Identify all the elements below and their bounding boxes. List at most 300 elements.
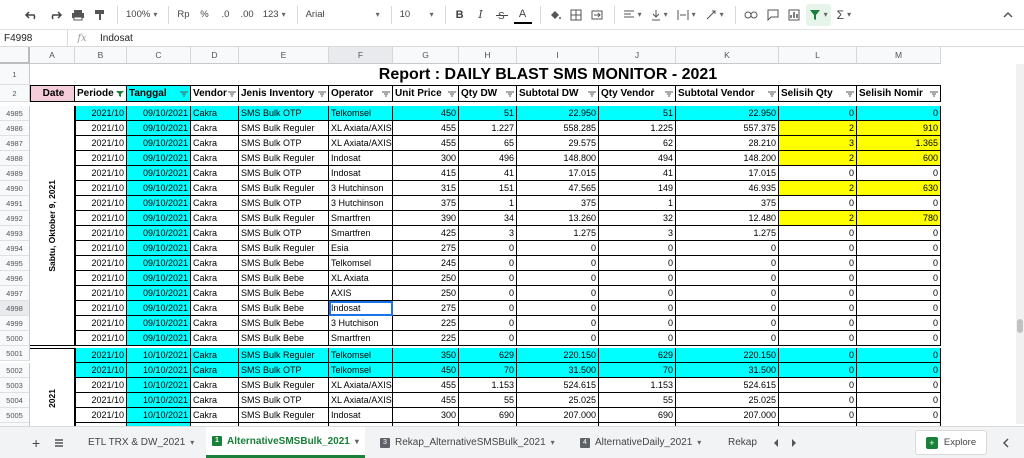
header-cell[interactable]: [676, 85, 779, 102]
table-cell-operator[interactable]: Esia: [329, 241, 393, 256]
side-panel-toggle-icon[interactable]: [998, 427, 1014, 458]
table-cell-unit-price[interactable]: 250: [393, 271, 459, 286]
table-cell-selisih-qty[interactable]: 2: [779, 121, 857, 136]
table-cell-unit-price[interactable]: 275: [393, 241, 459, 256]
table-cell-vendor[interactable]: Cakra: [191, 348, 239, 363]
table-cell-jenis[interactable]: SMS Bulk Bebe: [239, 256, 329, 271]
table-cell-qty-dw[interactable]: 0: [459, 241, 517, 256]
table-cell-tanggal[interactable]: 09/10/2021: [127, 226, 191, 241]
header-cell[interactable]: [779, 85, 857, 102]
table-cell-periode[interactable]: 2021/10: [75, 256, 127, 271]
name-box[interactable]: F4998: [0, 30, 68, 46]
table-cell-unit-price[interactable]: 450: [393, 106, 459, 121]
row-header[interactable]: 4998: [0, 301, 30, 316]
table-cell-subtotal-dw[interactable]: 13.260: [517, 211, 599, 226]
sheet-tab[interactable]: 4 AlternativeDaily_2021 ▾: [574, 427, 707, 458]
table-cell-unit-price[interactable]: 455: [393, 136, 459, 151]
column-header[interactable]: K: [676, 47, 779, 64]
table-cell-qty-vendor[interactable]: 149: [599, 181, 676, 196]
table-cell-unit-price[interactable]: 455: [393, 121, 459, 136]
table-cell-qty-vendor[interactable]: 1: [599, 196, 676, 211]
table-cell-subtotal-vendor[interactable]: 46.935: [676, 181, 779, 196]
row-header[interactable]: 4999: [0, 316, 30, 331]
table-cell-subtotal-vendor[interactable]: 17.015: [676, 166, 779, 181]
column-header[interactable]: M: [857, 47, 941, 64]
table-cell-operator[interactable]: Telkomsel: [329, 256, 393, 271]
filter-dropdown-icon[interactable]: [930, 91, 938, 97]
table-cell-jenis[interactable]: SMS Bulk Reguler: [239, 211, 329, 226]
table-cell-selisih-nominal[interactable]: 1.365: [857, 136, 941, 151]
table-cell-subtotal-vendor[interactable]: 0: [676, 316, 779, 331]
table-cell-subtotal-dw[interactable]: 31.500: [517, 363, 599, 378]
explore-button[interactable]: [915, 430, 987, 455]
table-cell-jenis[interactable]: SMS Bulk OTP: [239, 166, 329, 181]
table-cell-unit-price[interactable]: 455: [393, 393, 459, 408]
row-header[interactable]: 4986: [0, 121, 30, 136]
table-cell-jenis[interactable]: SMS Bulk OTP: [239, 226, 329, 241]
table-cell-qty-dw[interactable]: 1.153: [459, 378, 517, 393]
table-cell-vendor[interactable]: Cakra: [191, 408, 239, 423]
table-cell-vendor[interactable]: Cakra: [191, 241, 239, 256]
table-cell-subtotal-vendor[interactable]: 28.210: [676, 136, 779, 151]
table-cell-selisih-nominal[interactable]: 0: [857, 408, 941, 423]
table-cell-qty-vendor[interactable]: 0: [599, 271, 676, 286]
row-header[interactable]: 4993: [0, 226, 30, 241]
table-cell-tanggal[interactable]: 09/10/2021: [127, 331, 191, 346]
header-cell[interactable]: [239, 85, 329, 102]
table-cell-qty-vendor[interactable]: 0: [599, 286, 676, 301]
table-cell-subtotal-dw[interactable]: 1.275: [517, 226, 599, 241]
table-cell-vendor[interactable]: Cakra: [191, 363, 239, 378]
table-cell-jenis[interactable]: SMS Bulk Reguler: [239, 408, 329, 423]
filter-dropdown-icon[interactable]: [228, 91, 236, 97]
table-cell-periode[interactable]: 2021/10: [75, 196, 127, 211]
table-cell-subtotal-dw[interactable]: 558.285: [517, 121, 599, 136]
table-cell-operator[interactable]: Indosat: [329, 301, 393, 316]
table-cell-operator[interactable]: Indosat: [329, 166, 393, 181]
bold-button[interactable]: B: [455, 8, 464, 21]
table-cell-tanggal[interactable]: 10/10/2021: [127, 393, 191, 408]
column-header[interactable]: J: [599, 47, 676, 64]
insert-link-icon[interactable]: [741, 4, 761, 26]
table-cell-subtotal-dw[interactable]: 47.565: [517, 181, 599, 196]
column-header[interactable]: A: [30, 47, 75, 64]
table-cell-unit-price[interactable]: 275: [393, 301, 459, 316]
table-cell-selisih-qty[interactable]: 0: [779, 363, 857, 378]
row-header[interactable]: 4989: [0, 166, 30, 181]
table-cell-qty-dw[interactable]: 629: [459, 348, 517, 363]
table-cell-tanggal[interactable]: 09/10/2021: [127, 211, 191, 226]
font-family-select[interactable]: [303, 4, 383, 26]
table-cell-jenis[interactable]: SMS Bulk Bebe: [239, 271, 329, 286]
table-cell-subtotal-dw[interactable]: 17.015: [517, 166, 599, 181]
table-cell-tanggal[interactable]: 10/10/2021: [127, 363, 191, 378]
table-cell-tanggal[interactable]: 10/10/2021: [127, 408, 191, 423]
table-cell-qty-vendor[interactable]: 62: [599, 136, 676, 151]
table-cell-subtotal-vendor[interactable]: 0: [676, 271, 779, 286]
table-cell-operator[interactable]: 3 Hutchinson: [329, 181, 393, 196]
table-cell-subtotal-dw[interactable]: 0: [517, 301, 599, 316]
table-cell-operator[interactable]: Smartfren: [329, 211, 393, 226]
vertical-scrollbar[interactable]: [1016, 64, 1024, 424]
table-cell-selisih-qty[interactable]: 0: [779, 348, 857, 363]
column-header[interactable]: H: [459, 47, 517, 64]
table-cell-selisih-nominal[interactable]: 0: [857, 286, 941, 301]
table-cell-unit-price[interactable]: 375: [393, 196, 459, 211]
table-cell-qty-dw[interactable]: 0: [459, 301, 517, 316]
table-cell-unit-price[interactable]: 450: [393, 363, 459, 378]
row-header[interactable]: 5003: [0, 378, 30, 393]
table-cell-qty-vendor[interactable]: 0: [599, 301, 676, 316]
table-cell-tanggal[interactable]: 09/10/2021: [127, 136, 191, 151]
filter-dropdown-icon[interactable]: [846, 91, 854, 97]
table-cell-unit-price[interactable]: 415: [393, 166, 459, 181]
sheet-tab[interactable]: 3 Rekap_AlternativeSMSBulk_2021 ▾: [374, 427, 561, 458]
header-cell[interactable]: [393, 85, 459, 102]
table-cell-operator[interactable]: XL Axiata/AXIS: [329, 393, 393, 408]
scroll-tabs-left-icon[interactable]: [768, 427, 784, 458]
table-cell-periode[interactable]: 2021/10: [75, 271, 127, 286]
table-cell-periode[interactable]: 2021/10: [75, 181, 127, 196]
table-cell-periode[interactable]: 2021/10: [75, 166, 127, 181]
table-cell-vendor[interactable]: Cakra: [191, 151, 239, 166]
table-cell-vendor[interactable]: Cakra: [191, 226, 239, 241]
table-cell-selisih-nominal[interactable]: 0: [857, 166, 941, 181]
table-cell-selisih-nominal[interactable]: 0: [857, 363, 941, 378]
insert-comment-icon[interactable]: [764, 4, 782, 26]
table-cell-tanggal[interactable]: 09/10/2021: [127, 106, 191, 121]
table-cell-selisih-nominal[interactable]: 0: [857, 256, 941, 271]
filter-dropdown-icon[interactable]: [768, 91, 776, 97]
italic-button[interactable]: I: [478, 8, 483, 21]
table-cell-qty-vendor[interactable]: 0: [599, 331, 676, 346]
table-cell-periode[interactable]: 2021/10: [75, 331, 127, 346]
percent-format-button[interactable]: %: [200, 9, 209, 20]
all-sheets-icon[interactable]: [50, 427, 68, 458]
table-cell-qty-dw[interactable]: 0: [459, 286, 517, 301]
table-cell-qty-dw[interactable]: 70: [459, 363, 517, 378]
filter-active-icon[interactable]: [116, 91, 124, 97]
table-cell-subtotal-dw[interactable]: 0: [517, 331, 599, 346]
table-cell-selisih-qty[interactable]: 0: [779, 241, 857, 256]
table-cell-operator[interactable]: 3 Hutchinson: [329, 196, 393, 211]
table-cell-vendor[interactable]: Cakra: [191, 331, 239, 346]
filter-dropdown-icon[interactable]: [506, 91, 514, 97]
table-cell-qty-dw[interactable]: 3: [459, 226, 517, 241]
table-cell-selisih-nominal[interactable]: 0: [857, 348, 941, 363]
zoom-select[interactable]: 100% ▾: [123, 4, 160, 26]
row-header[interactable]: 4991: [0, 196, 30, 211]
table-cell-subtotal-vendor[interactable]: 12.480: [676, 211, 779, 226]
table-cell-selisih-qty[interactable]: 0: [779, 331, 857, 346]
table-cell-subtotal-dw[interactable]: 25.025: [517, 393, 599, 408]
table-cell-jenis[interactable]: SMS Bulk Bebe: [239, 331, 329, 346]
table-cell-qty-dw[interactable]: 496: [459, 151, 517, 166]
table-cell-selisih-nominal[interactable]: 0: [857, 378, 941, 393]
table-cell-tanggal[interactable]: 09/10/2021: [127, 166, 191, 181]
table-cell-qty-vendor[interactable]: 0: [599, 256, 676, 271]
table-cell-unit-price[interactable]: 425: [393, 226, 459, 241]
table-cell-subtotal-vendor[interactable]: 375: [676, 196, 779, 211]
table-cell-subtotal-vendor[interactable]: 0: [676, 241, 779, 256]
table-cell-qty-vendor[interactable]: 55: [599, 393, 676, 408]
table-cell-operator[interactable]: Telkomsel: [329, 363, 393, 378]
header-cell[interactable]: [459, 85, 517, 102]
row-header[interactable]: 4990: [0, 181, 30, 196]
table-cell-periode[interactable]: 2021/10: [75, 363, 127, 378]
table-cell-subtotal-dw[interactable]: 375: [517, 196, 599, 211]
table-cell-subtotal-dw[interactable]: 148.800: [517, 151, 599, 166]
header-cell[interactable]: [599, 85, 676, 102]
filter-dropdown-icon[interactable]: [665, 91, 673, 97]
table-cell-tanggal[interactable]: 09/10/2021: [127, 121, 191, 136]
fill-color-icon[interactable]: [546, 4, 564, 26]
filter-dropdown-icon[interactable]: [448, 91, 456, 97]
table-cell-periode[interactable]: 2021/10: [75, 211, 127, 226]
table-cell-selisih-nominal[interactable]: 0: [857, 331, 941, 346]
filter-dropdown-icon[interactable]: [318, 91, 326, 97]
table-cell-vendor[interactable]: Cakra: [191, 301, 239, 316]
table-cell-subtotal-vendor[interactable]: 1.275: [676, 226, 779, 241]
table-cell-qty-vendor[interactable]: 0: [599, 316, 676, 331]
table-cell-jenis[interactable]: SMS Bulk Reguler: [239, 378, 329, 393]
table-cell-jenis[interactable]: SMS Bulk Reguler: [239, 348, 329, 363]
table-cell-vendor[interactable]: Cakra: [191, 211, 239, 226]
increase-decimal-button[interactable]: .00: [240, 9, 254, 20]
table-cell-vendor[interactable]: Cakra: [191, 378, 239, 393]
row-header[interactable]: 5002: [0, 363, 30, 378]
table-cell-unit-price[interactable]: 300: [393, 151, 459, 166]
table-cell-operator[interactable]: 3 Hutchison: [329, 316, 393, 331]
redo-icon[interactable]: [45, 4, 65, 26]
table-cell-vendor[interactable]: Cakra: [191, 121, 239, 136]
table-cell-tanggal[interactable]: 09/10/2021: [127, 286, 191, 301]
row-header[interactable]: 2: [0, 85, 30, 102]
table-cell-tanggal[interactable]: 09/10/2021: [127, 181, 191, 196]
scrollbar-thumb[interactable]: [1017, 319, 1023, 333]
table-cell-selisih-qty[interactable]: 0: [779, 316, 857, 331]
table-cell-operator[interactable]: XL Axiata/AXIS: [329, 121, 393, 136]
table-cell-unit-price[interactable]: 245: [393, 256, 459, 271]
row-header[interactable]: 4996: [0, 271, 30, 286]
table-cell-tanggal[interactable]: 09/10/2021: [127, 241, 191, 256]
table-cell-selisih-nominal[interactable]: 0: [857, 226, 941, 241]
table-cell-jenis[interactable]: SMS Bulk OTP: [239, 363, 329, 378]
header-cell[interactable]: [30, 85, 75, 102]
column-header[interactable]: G: [393, 47, 459, 64]
table-cell-subtotal-dw[interactable]: 0: [517, 286, 599, 301]
table-cell-qty-dw[interactable]: 151: [459, 181, 517, 196]
table-cell-selisih-qty[interactable]: 0: [779, 408, 857, 423]
horizontal-align-icon[interactable]: [620, 4, 645, 26]
sheet-tab[interactable]: [722, 427, 763, 458]
table-cell-periode[interactable]: 2021/10: [75, 408, 127, 423]
sheet-tab-active[interactable]: 1 AlternativeSMSBulk_2021 ▾: [206, 427, 365, 458]
table-cell-selisih-qty[interactable]: 0: [779, 378, 857, 393]
row-header[interactable]: 5005: [0, 408, 30, 423]
table-cell-operator[interactable]: XL Axiata/AXIS: [329, 136, 393, 151]
table-cell-unit-price[interactable]: 250: [393, 286, 459, 301]
table-cell-jenis[interactable]: SMS Bulk Reguler: [239, 151, 329, 166]
row-header[interactable]: 5000: [0, 331, 30, 346]
table-cell-qty-dw[interactable]: 0: [459, 331, 517, 346]
row-header[interactable]: 4988: [0, 151, 30, 166]
column-header[interactable]: F: [329, 47, 393, 64]
table-cell-subtotal-dw[interactable]: 524.615: [517, 378, 599, 393]
table-cell-vendor[interactable]: Cakra: [191, 393, 239, 408]
table-cell-tanggal[interactable]: 10/10/2021: [127, 348, 191, 363]
sheet-tab[interactable]: ETL TRX & DW_2021 ▾: [88, 437, 195, 448]
table-cell-qty-vendor[interactable]: 629: [599, 348, 676, 363]
table-cell-jenis[interactable]: SMS Bulk Reguler: [239, 121, 329, 136]
currency-format-button[interactable]: Rp: [177, 9, 190, 20]
table-cell-vendor[interactable]: Cakra: [191, 106, 239, 121]
table-cell-jenis[interactable]: SMS Bulk Reguler: [239, 241, 329, 256]
filter-dropdown-icon[interactable]: [180, 91, 188, 97]
table-cell-selisih-qty[interactable]: 0: [779, 226, 857, 241]
table-cell-qty-dw[interactable]: 690: [459, 408, 517, 423]
table-cell-vendor[interactable]: Cakra: [191, 136, 239, 151]
table-cell-selisih-qty[interactable]: 2: [779, 151, 857, 166]
header-cell[interactable]: [75, 85, 127, 102]
table-cell-qty-vendor[interactable]: 70: [599, 363, 676, 378]
table-cell-qty-vendor[interactable]: 41: [599, 166, 676, 181]
filter-dropdown-icon[interactable]: [588, 91, 596, 97]
table-cell-periode[interactable]: 2021/10: [75, 226, 127, 241]
table-cell-subtotal-vendor[interactable]: 0: [676, 331, 779, 346]
table-cell-jenis[interactable]: SMS Bulk OTP: [239, 136, 329, 151]
column-header[interactable]: D: [191, 47, 239, 64]
table-cell-periode[interactable]: 2021/10: [75, 121, 127, 136]
table-cell-selisih-qty[interactable]: 2: [779, 181, 857, 196]
table-cell-qty-vendor[interactable]: 494: [599, 151, 676, 166]
row-header[interactable]: 4995: [0, 256, 30, 271]
table-cell-vendor[interactable]: Cakra: [191, 256, 239, 271]
table-cell-operator[interactable]: Telkomsel: [329, 106, 393, 121]
table-cell-qty-vendor[interactable]: 51: [599, 106, 676, 121]
table-cell-qty-dw[interactable]: 41: [459, 166, 517, 181]
table-cell-subtotal-dw[interactable]: 0: [517, 271, 599, 286]
collapse-toolbar-icon[interactable]: [999, 4, 1017, 26]
table-cell-operator[interactable]: AXIS: [329, 286, 393, 301]
table-cell-tanggal[interactable]: 09/10/2021: [127, 196, 191, 211]
column-header[interactable]: E: [239, 47, 329, 64]
table-cell-operator[interactable]: Smartfren: [329, 226, 393, 241]
table-cell-qty-dw[interactable]: 1: [459, 196, 517, 211]
paint-format-icon[interactable]: [91, 4, 109, 26]
table-cell-subtotal-dw[interactable]: 0: [517, 256, 599, 271]
table-cell-operator[interactable]: Telkomsel: [329, 348, 393, 363]
table-cell-periode[interactable]: 2021/10: [75, 106, 127, 121]
more-formats-select[interactable]: 123 ▾: [260, 4, 289, 26]
table-cell-vendor[interactable]: Cakra: [191, 196, 239, 211]
table-cell-vendor[interactable]: Cakra: [191, 181, 239, 196]
table-cell-qty-vendor[interactable]: 1.153: [599, 378, 676, 393]
table-cell-periode[interactable]: 2021/10: [75, 316, 127, 331]
table-cell-tanggal[interactable]: 09/10/2021: [127, 256, 191, 271]
decrease-decimal-button[interactable]: .0: [221, 9, 230, 20]
table-cell-subtotal-vendor[interactable]: 524.615: [676, 378, 779, 393]
column-header[interactable]: B: [75, 47, 127, 64]
table-cell-subtotal-vendor[interactable]: 557.375: [676, 121, 779, 136]
table-cell-qty-dw[interactable]: 0: [459, 316, 517, 331]
table-cell-subtotal-vendor[interactable]: 207.000: [676, 408, 779, 423]
table-cell-selisih-nominal[interactable]: 630: [857, 181, 941, 196]
table-cell-operator[interactable]: Indosat: [329, 408, 393, 423]
header-cell[interactable]: [857, 85, 941, 102]
functions-button[interactable]: Σ ▾: [834, 4, 854, 26]
table-cell-jenis[interactable]: SMS Bulk OTP: [239, 196, 329, 211]
table-cell-selisih-qty[interactable]: 3: [779, 136, 857, 151]
table-cell-subtotal-vendor[interactable]: 31.500: [676, 363, 779, 378]
table-cell-operator[interactable]: Smartfren: [329, 331, 393, 346]
table-cell-qty-dw[interactable]: 0: [459, 256, 517, 271]
table-cell-qty-dw[interactable]: 51: [459, 106, 517, 121]
add-sheet-icon[interactable]: +: [32, 434, 41, 451]
column-header[interactable]: I: [517, 47, 599, 64]
table-cell-vendor[interactable]: Cakra: [191, 286, 239, 301]
strikethrough-icon[interactable]: [493, 4, 511, 26]
table-cell-unit-price[interactable]: 390: [393, 211, 459, 226]
table-cell-subtotal-vendor[interactable]: 0: [676, 301, 779, 316]
table-cell-subtotal-dw[interactable]: 0: [517, 241, 599, 256]
table-cell-vendor[interactable]: Cakra: [191, 271, 239, 286]
table-cell-selisih-nominal[interactable]: 0: [857, 316, 941, 331]
table-cell-unit-price[interactable]: 225: [393, 331, 459, 346]
table-cell-subtotal-vendor[interactable]: 220.150: [676, 348, 779, 363]
table-cell-selisih-nominal[interactable]: 600: [857, 151, 941, 166]
column-header[interactable]: L: [779, 47, 857, 64]
table-cell-selisih-qty[interactable]: 0: [779, 256, 857, 271]
table-cell-jenis[interactable]: SMS Bulk Bebe: [239, 301, 329, 316]
table-cell-subtotal-dw[interactable]: 29.575: [517, 136, 599, 151]
table-cell-selisih-qty[interactable]: 0: [779, 196, 857, 211]
row-header[interactable]: 4994: [0, 241, 30, 256]
filter-dropdown-icon[interactable]: [382, 91, 390, 97]
table-cell-unit-price[interactable]: 350: [393, 348, 459, 363]
vertical-align-icon[interactable]: [648, 4, 671, 26]
column-header[interactable]: C: [127, 47, 191, 64]
table-cell-tanggal[interactable]: 09/10/2021: [127, 316, 191, 331]
font-size-select[interactable]: [397, 4, 437, 26]
table-cell-selisih-nominal[interactable]: 910: [857, 121, 941, 136]
table-cell-qty-dw[interactable]: 65: [459, 136, 517, 151]
table-cell-qty-vendor[interactable]: 32: [599, 211, 676, 226]
header-cell[interactable]: [127, 85, 191, 102]
table-cell-selisih-qty[interactable]: 0: [779, 393, 857, 408]
table-cell-vendor[interactable]: Cakra: [191, 316, 239, 331]
table-cell-periode[interactable]: 2021/10: [75, 136, 127, 151]
table-cell-selisih-qty[interactable]: 0: [779, 301, 857, 316]
row-header[interactable]: 4997: [0, 286, 30, 301]
table-cell-selisih-nominal[interactable]: 0: [857, 106, 941, 121]
table-cell-jenis[interactable]: SMS Bulk Bebe: [239, 316, 329, 331]
table-cell-selisih-nominal[interactable]: 0: [857, 271, 941, 286]
table-cell-unit-price[interactable]: 225: [393, 316, 459, 331]
table-cell-selisih-qty[interactable]: 0: [779, 166, 857, 181]
select-all-corner[interactable]: [0, 47, 30, 64]
table-cell-subtotal-vendor[interactable]: 0: [676, 256, 779, 271]
table-cell-qty-dw[interactable]: 1.227: [459, 121, 517, 136]
table-cell-subtotal-dw[interactable]: 207.000: [517, 408, 599, 423]
table-cell-periode[interactable]: 2021/10: [75, 378, 127, 393]
formula-input[interactable]: Indosat: [100, 32, 133, 44]
table-cell-jenis[interactable]: SMS Bulk OTP: [239, 106, 329, 121]
table-cell-selisih-nominal[interactable]: 780: [857, 211, 941, 226]
table-cell-subtotal-dw[interactable]: 0: [517, 316, 599, 331]
table-cell-qty-vendor[interactable]: 3: [599, 226, 676, 241]
table-cell-selisih-qty[interactable]: 0: [779, 286, 857, 301]
